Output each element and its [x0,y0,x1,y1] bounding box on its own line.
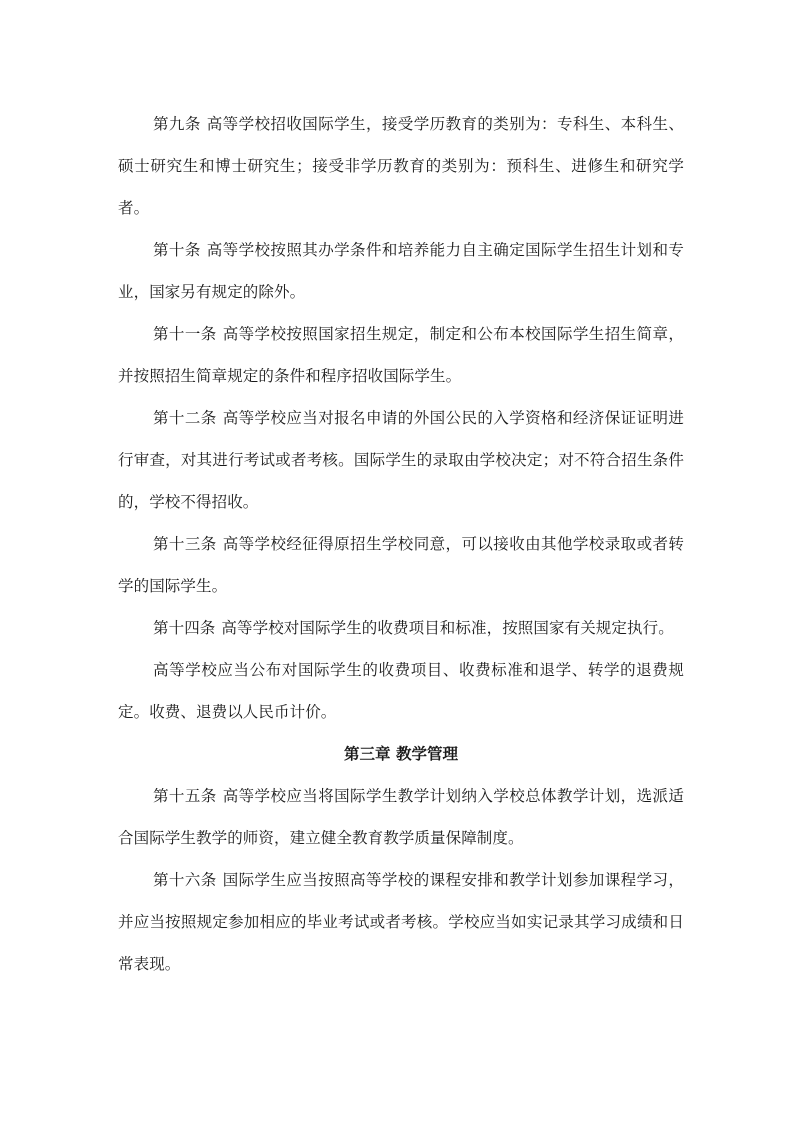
article-number: 第十一条 [153,325,217,343]
document-body [118,103,684,985]
article-text: 国际学生应当按照高等学校的课程安排和教学计划参加课程学习，并应当按照规定参加相应的毕业考试或者考核。学校应当如实记录其学习成绩和日常表现。 [118,871,685,973]
article-number: 第十四条 [153,619,216,637]
article-number: 第十三条 [153,535,217,553]
article-number: 第十条 [153,241,201,259]
article-number: 第十二条 [153,409,217,427]
article-text: 高等学校应当对报名申请的外国公民的入学资格和经济保证证明进行审查，对其进行考试或者考核。国际学生的录取由学校决定；对不符合招生条件的，学校不得招收。 [118,409,685,511]
article-text: 高等学校招收国际学生，接受学历教育的类别为：专科生、本科生、硕士研究生和博士研究生；接受非学历教育的类别为：预科生、进修生和研究学者。 [118,115,684,217]
article-text: 高等学校对国际学生的收费项目和标准，按照国家有关规定执行。 [221,619,674,637]
article-text: 高等学校应当将国际学生教学计划纳入学校总体教学计划，选派适合国际学生教学的师资，建立健全教育教学质量保障制度。 [118,787,685,847]
article-text: 高等学校应当公布对国际学生的收费项目、收费标准和退学、转学的退费规定。收费、退费以人民币计价。 [118,661,684,721]
article-13 [118,523,684,607]
article-15 [118,775,684,859]
article-text: 高等学校按照国家招生规定，制定和公布本校国际学生招生简章，并按照招生简章规定的条件和程序招收国际学生。 [118,325,685,385]
article-11 [118,313,684,397]
article-14 [118,607,684,649]
article-text: 高等学校经征得原招生学校同意，可以接收由其他学校录取或者转学的国际学生。 [118,535,685,595]
article-text: 高等学校按照其办学条件和培养能力自主确定国际学生招生计划和专业，国家另有规定的除外。 [118,241,684,301]
article-9 [118,103,684,229]
article-number: 第十五条 [153,787,217,805]
chapter-title: 第三章 教学管理 [344,745,458,763]
article-10 [118,229,684,313]
article-number: 第十六条 [153,871,217,889]
article-14-continuation [118,649,684,733]
article-16 [118,859,684,985]
article-12 [118,397,684,523]
article-number: 第九条 [153,115,201,133]
